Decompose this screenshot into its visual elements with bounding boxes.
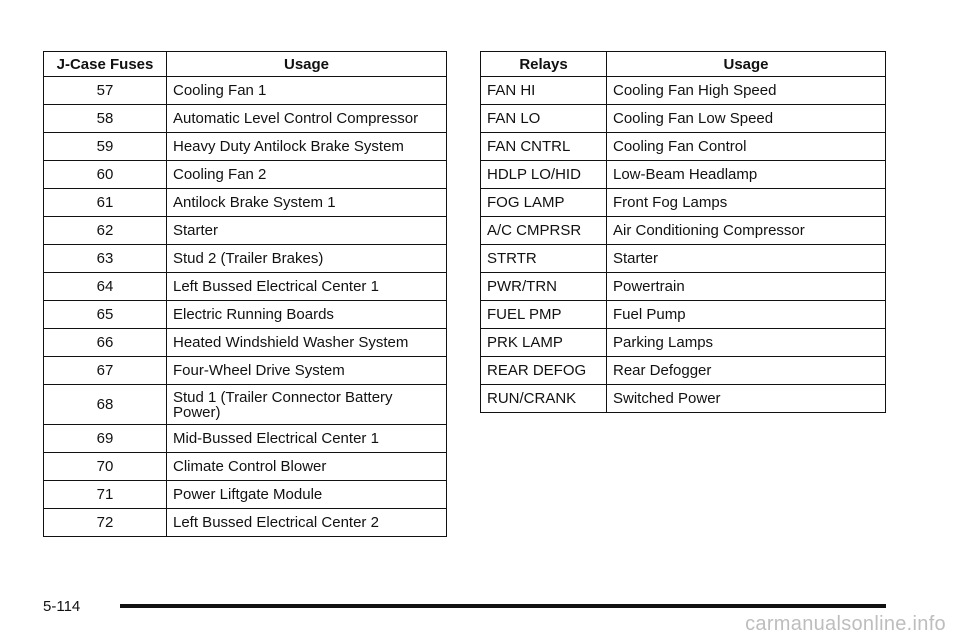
table-row: [44, 189, 447, 217]
page-number: 5-114: [43, 598, 81, 615]
relay-usage: Air Conditioning Compressor: [607, 217, 886, 245]
table-row: [44, 105, 447, 133]
fuse-usage: Electric Running Boards: [167, 301, 447, 329]
relay-name: A/C CMPRSR: [481, 217, 607, 245]
table-row: [44, 245, 447, 273]
table-row: [44, 509, 447, 537]
relay-name: FOG LAMP: [481, 189, 607, 217]
relay-table-header: Relays: [481, 52, 607, 77]
relay-name: FAN HI: [481, 77, 607, 105]
fuse-number: 68: [44, 385, 167, 425]
table-row: [44, 301, 447, 329]
fuse-table-header-row: [44, 52, 447, 77]
fuse-usage: Stud 1 (Trailer Connector Battery Power): [167, 385, 447, 425]
fuse-usage: Mid-Bussed Electrical Center 1: [167, 425, 447, 453]
table-row: [481, 217, 886, 245]
relay-usage: Cooling Fan Low Speed: [607, 105, 886, 133]
fuse-number: 58: [44, 105, 167, 133]
fuse-usage: Heated Windshield Washer System: [167, 329, 447, 357]
fuse-usage: Power Liftgate Module: [167, 481, 447, 509]
footer-rule: [120, 604, 886, 608]
fuse-number: 67: [44, 357, 167, 385]
table-row: [481, 385, 886, 413]
fuse-number: 71: [44, 481, 167, 509]
relay-name: HDLP LO/HID: [481, 161, 607, 189]
table-row: [44, 133, 447, 161]
table-row: [44, 77, 447, 105]
table-row: [44, 161, 447, 189]
fuse-number: 60: [44, 161, 167, 189]
relay-usage: Parking Lamps: [607, 329, 886, 357]
table-row: [44, 481, 447, 509]
fuse-number: 63: [44, 245, 167, 273]
table-row: [44, 385, 447, 425]
relay-usage: Front Fog Lamps: [607, 189, 886, 217]
relay-name: PWR/TRN: [481, 273, 607, 301]
relay-usage: Powertrain: [607, 273, 886, 301]
relay-usage: Starter: [607, 245, 886, 273]
relay-table-header-row: [481, 52, 886, 77]
table-row: [481, 301, 886, 329]
fuse-number: 57: [44, 77, 167, 105]
fuse-usage: Starter: [167, 217, 447, 245]
fuse-usage: Cooling Fan 1: [167, 77, 447, 105]
table-row: [481, 161, 886, 189]
fuse-number: 72: [44, 509, 167, 537]
fuse-number: 65: [44, 301, 167, 329]
relay-name: RUN/CRANK: [481, 385, 607, 413]
relay-name: FUEL PMP: [481, 301, 607, 329]
fuse-number: 69: [44, 425, 167, 453]
fuse-number: 64: [44, 273, 167, 301]
table-row: [481, 245, 886, 273]
table-row: [44, 217, 447, 245]
fuse-usage: Cooling Fan 2: [167, 161, 447, 189]
fuse-usage: Left Bussed Electrical Center 2: [167, 509, 447, 537]
fuse-table: [43, 51, 447, 537]
table-row: [481, 189, 886, 217]
relay-name: STRTR: [481, 245, 607, 273]
table-row: [481, 133, 886, 161]
fuse-number: 61: [44, 189, 167, 217]
fuse-table-header: Usage: [167, 52, 447, 77]
table-row: [44, 273, 447, 301]
fuse-number: 59: [44, 133, 167, 161]
relay-usage: Switched Power: [607, 385, 886, 413]
table-row: [481, 329, 886, 357]
table-row: [481, 77, 886, 105]
fuse-table-header: J-Case Fuses: [44, 52, 167, 77]
watermark: carmanualsonline.info: [745, 613, 946, 635]
table-row: [481, 273, 886, 301]
relay-usage: Cooling Fan Control: [607, 133, 886, 161]
fuse-usage: Antilock Brake System 1: [167, 189, 447, 217]
table-row: [44, 357, 447, 385]
relay-usage: Low-Beam Headlamp: [607, 161, 886, 189]
table-row: [44, 329, 447, 357]
relay-name: FAN LO: [481, 105, 607, 133]
relay-name: PRK LAMP: [481, 329, 607, 357]
relay-usage: Rear Defogger: [607, 357, 886, 385]
relay-name: REAR DEFOG: [481, 357, 607, 385]
table-row: [44, 425, 447, 453]
fuse-number: 66: [44, 329, 167, 357]
relay-usage: Cooling Fan High Speed: [607, 77, 886, 105]
fuse-usage: Automatic Level Control Compressor: [167, 105, 447, 133]
fuse-number: 62: [44, 217, 167, 245]
fuse-usage: Four-Wheel Drive System: [167, 357, 447, 385]
table-row: [481, 357, 886, 385]
relay-name: FAN CNTRL: [481, 133, 607, 161]
fuse-usage: Left Bussed Electrical Center 1: [167, 273, 447, 301]
fuse-usage: Heavy Duty Antilock Brake System: [167, 133, 447, 161]
fuse-usage: Climate Control Blower: [167, 453, 447, 481]
fuse-number: 70: [44, 453, 167, 481]
relay-table: [480, 51, 886, 413]
relay-usage: Fuel Pump: [607, 301, 886, 329]
table-row: [481, 105, 886, 133]
relay-table-header: Usage: [607, 52, 886, 77]
table-row: [44, 453, 447, 481]
fuse-usage: Stud 2 (Trailer Brakes): [167, 245, 447, 273]
